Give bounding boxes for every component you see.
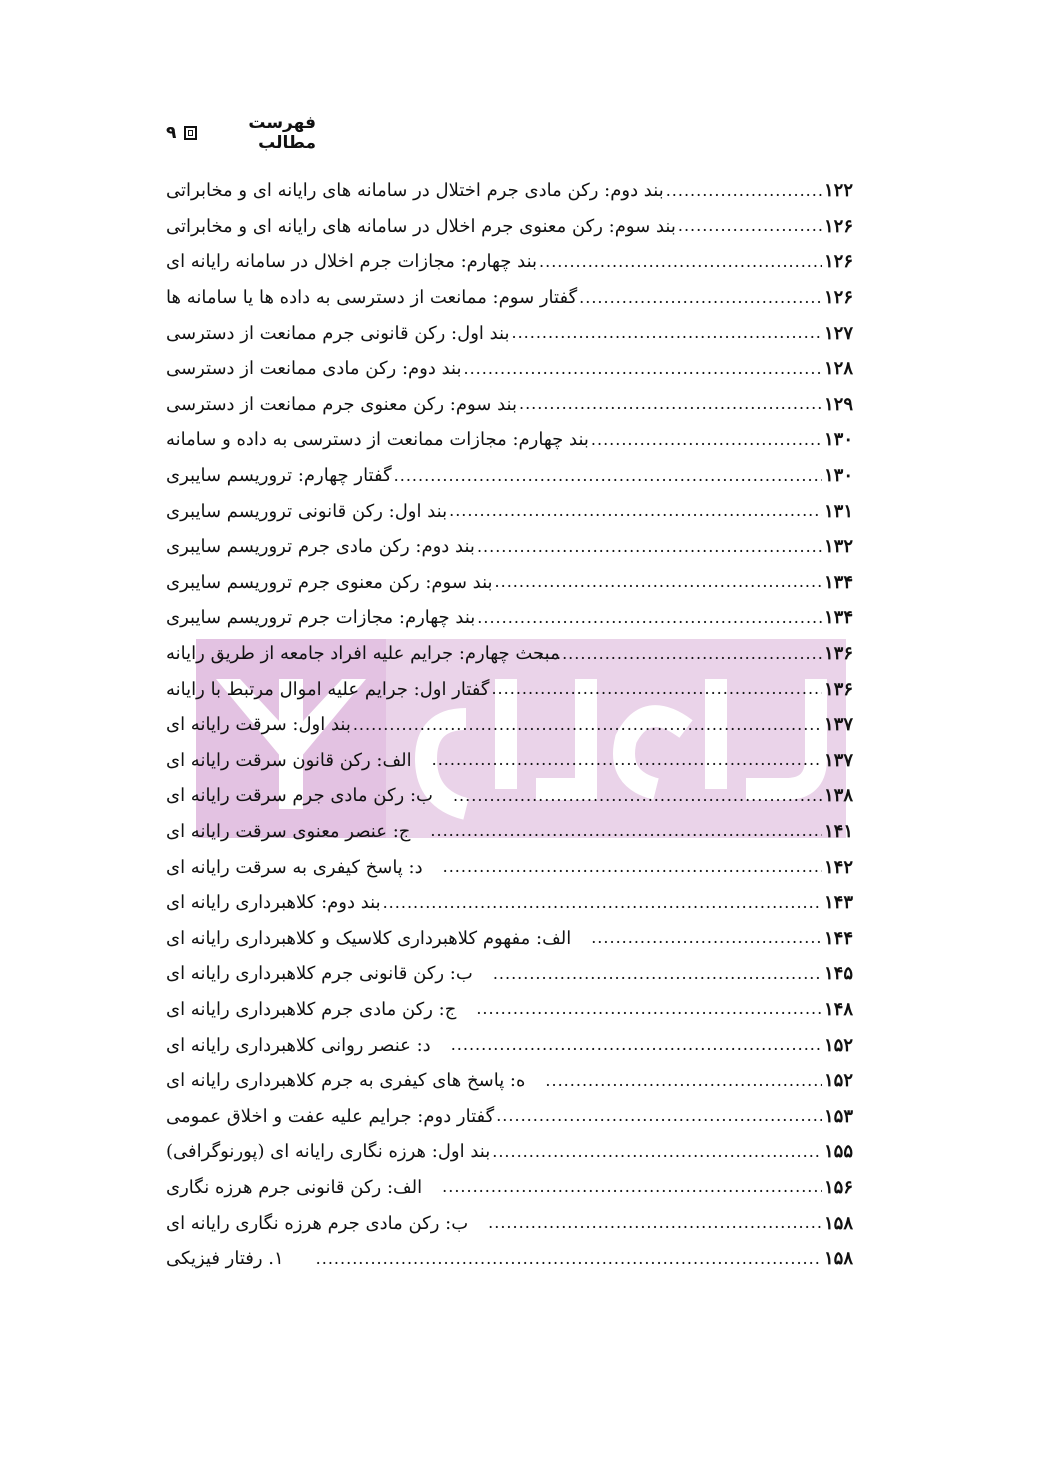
- toc-entry-title: بند دوم: رکن مادی جرم اختلال در سامانه های رایانه ای و مخابراتی: [166, 180, 664, 202]
- page-header: [166, 113, 316, 153]
- toc-entry-title: گفتار دوم: جرایم علیه عفت و اخلاق عمومی: [166, 1105, 495, 1127]
- toc-entry-page-number: ۱۳۷: [824, 714, 854, 736]
- toc-entry: [166, 1134, 856, 1170]
- toc-entry-title: بند اول: سرقت رایانه ای: [166, 714, 351, 736]
- toc-entry: [166, 315, 856, 351]
- toc-entry-title: د: عنصر روانی کلاهبرداری رایانه ای: [166, 1034, 431, 1056]
- toc-entry: [166, 1241, 856, 1277]
- toc-entry: [166, 707, 856, 743]
- toc-entry: [166, 493, 856, 529]
- toc-entry-page-number: ۱۳۲: [824, 536, 854, 558]
- toc-entry-page-number: ۱۴۳: [824, 892, 854, 914]
- toc-entry: [166, 1170, 856, 1206]
- toc-entry: [166, 351, 856, 387]
- toc-entry-title-wrap: [166, 821, 410, 842]
- toc-entry: [166, 600, 856, 636]
- toc-entry-title-wrap: [166, 679, 489, 700]
- toc-entry-title-wrap: [166, 1248, 284, 1269]
- toc-entry-leader-dots: [453, 785, 822, 807]
- toc-entry-title: الف: رکن قانونی جرم هرزه نگاری: [166, 1176, 423, 1198]
- toc-entry-leader-dots: [477, 607, 822, 629]
- toc-entry-title-wrap: [166, 501, 447, 522]
- toc-entry-page-number: ۱۳۰: [824, 465, 854, 487]
- toc-entry-leader-dots: [443, 856, 822, 878]
- header-page-number: ۹: [166, 123, 177, 143]
- toc-entry-leader-dots: [442, 1176, 822, 1198]
- toc-entry-title: بند سوم: رکن معنوی جرم تروریسم سایبری: [166, 571, 493, 593]
- toc-entry-leader-dots: [430, 820, 822, 842]
- toc-entry-leader-dots: [539, 251, 822, 273]
- toc-entry: [166, 743, 856, 779]
- toc-entry-title-wrap: [166, 1213, 468, 1234]
- toc-entry-title-wrap: [166, 251, 537, 272]
- toc-entry-title: بند دوم: کلاهبرداری رایانه ای: [166, 892, 381, 914]
- toc-entry-title-wrap: [166, 963, 473, 984]
- toc-entry-leader-dots: [492, 1141, 822, 1163]
- toc-entry-title: بند چهارم: مجازات جرم اخلال در سامانه رایانه ای: [166, 251, 538, 273]
- toc-entry: [166, 849, 856, 885]
- toc-entry-title: بند دوم: رکن مادی ممانعت از دسترسی: [166, 358, 462, 380]
- toc-entry-title-wrap: [166, 1177, 422, 1198]
- toc-entry-page-number: ۱۳۶: [824, 678, 854, 700]
- toc-entry-leader-dots: [449, 500, 822, 522]
- toc-entry-page-number: ۱۳۴: [824, 571, 854, 593]
- toc-entry-leader-dots: [394, 465, 822, 487]
- toc-entry: [166, 458, 856, 494]
- toc-entry-leader-dots: [491, 678, 822, 700]
- toc-entry-page-number: ۱۵۲: [824, 1070, 854, 1092]
- toc-entry-page-number: ۱۲۶: [824, 251, 854, 273]
- toc-entry-title-wrap: [166, 999, 456, 1020]
- book-frame-icon: [184, 126, 196, 140]
- toc-entry-title-wrap: [166, 1035, 431, 1056]
- toc-entry-leader-dots: [538, 643, 822, 665]
- toc-entry-leader-dots: [353, 714, 822, 736]
- toc-entry-title: گفتار سوم: ممانعت از دسترسی به داده ها یا سامانه ها: [166, 287, 578, 309]
- toc-entry: [166, 244, 856, 280]
- toc-entry: [166, 1027, 856, 1063]
- toc-entry-leader-dots: [488, 1212, 822, 1234]
- toc-entry-leader-dots: [666, 180, 822, 202]
- toc-entry: [166, 885, 856, 921]
- toc-entry: [166, 671, 856, 707]
- toc-entry-leader-dots: [519, 393, 822, 415]
- toc-entry-page-number: ۱۳۰: [824, 429, 854, 451]
- toc-entry-title: گفتار چهارم: تروریسم سایبری: [166, 465, 392, 487]
- toc-entry-leader-dots: [579, 287, 822, 309]
- toc-entry: [166, 920, 856, 956]
- toc-entry-title-wrap: [166, 1070, 525, 1091]
- toc-entry-title-wrap: [166, 1141, 490, 1162]
- toc-entry-title-wrap: [166, 323, 510, 344]
- toc-entry: [166, 422, 856, 458]
- toc-entry-title-wrap: [166, 572, 493, 593]
- toc-entry-title-wrap: [166, 536, 475, 557]
- toc-entry: [166, 1205, 856, 1241]
- toc-entry-page-number: ۱۴۸: [824, 998, 854, 1020]
- toc-entry: [166, 1063, 856, 1099]
- toc-entry: [166, 778, 856, 814]
- toc-entry-page-number: ۱۵۸: [824, 1248, 854, 1270]
- toc-entry-title-wrap: [166, 358, 461, 379]
- toc-entry-title-wrap: [166, 714, 351, 735]
- toc-entry-page-number: ۱۴۵: [824, 963, 854, 985]
- toc-entry-leader-dots: [493, 963, 822, 985]
- toc-entry-leader-dots: [495, 571, 822, 593]
- toc-entry-title-wrap: [166, 928, 571, 949]
- toc-entry-page-number: ۱۲۶: [824, 287, 854, 309]
- toc-entry: [166, 992, 856, 1028]
- toc-entry-title-wrap: [166, 429, 589, 450]
- toc-entry-leader-dots: [591, 429, 822, 451]
- toc-entry-leader-dots: [463, 358, 822, 380]
- toc-entry-page-number: ۱۲۸: [824, 358, 854, 380]
- toc-entry-leader-dots: [512, 322, 823, 344]
- toc-entry-leader-dots: [678, 215, 822, 237]
- toc-entry: [166, 1098, 856, 1134]
- toc-entry-page-number: ۱۵۵: [824, 1141, 854, 1163]
- toc-entry-title: ج: رکن مادی جرم کلاهبرداری رایانه ای: [166, 998, 457, 1020]
- toc-entry-title-wrap: [166, 857, 423, 878]
- toc-entry-page-number: ۱۴۱: [824, 820, 854, 842]
- toc-entry-leader-dots: [477, 536, 822, 558]
- toc-entry-leader-dots: [451, 1034, 822, 1056]
- toc-entry: [166, 529, 856, 565]
- toc-entry-title: بند سوم: رکن معنوی جرم ممانعت از دسترسی: [166, 393, 517, 415]
- toc-entry-page-number: ۱۵۶: [824, 1176, 854, 1198]
- toc-entry-title: بند دوم: رکن مادی جرم تروریسم سایبری: [166, 536, 475, 558]
- toc-entry-page-number: ۱۵۸: [824, 1212, 854, 1234]
- toc-entry: [166, 173, 856, 209]
- toc-entry-title-wrap: [166, 1106, 494, 1127]
- toc-entry-leader-dots: [476, 998, 822, 1020]
- header-title: فهرست مطالب: [248, 113, 316, 153]
- toc-entry-page-number: ۱۲۲: [824, 180, 854, 202]
- toc-entry-leader-dots: [545, 1070, 822, 1092]
- toc-entry-title: مبحث چهارم: جرایم علیه افراد جامعه از طریق رایانه: [166, 643, 560, 665]
- toc-entry-title: بند اول: هرزه نگاری رایانه ای (پورنوگرافی): [166, 1141, 491, 1163]
- toc-entry-page-number: ۱۲۷: [824, 322, 854, 344]
- toc-entry-page-number: ۱۳۱: [824, 500, 854, 522]
- toc-entry-title: الف: رکن قانون سرقت رایانه ای: [166, 749, 412, 771]
- toc-entry: [166, 280, 856, 316]
- toc-entry-page-number: ۱۴۴: [824, 927, 854, 949]
- toc-entry: [166, 814, 856, 850]
- toc-entry: [166, 209, 856, 245]
- toc-entry-title: ج: عنصر معنوی سرقت رایانه ای: [166, 820, 411, 842]
- toc-entry: [166, 387, 856, 423]
- toc-entry-leader-dots: [496, 1105, 822, 1127]
- toc-entry-title: ب: رکن قانونی جرم کلاهبرداری رایانه ای: [166, 963, 473, 985]
- toc-entry-title-wrap: [166, 465, 392, 486]
- toc-entry-page-number: ۱۳۸: [824, 785, 854, 807]
- toc-entry-title: بند سوم: رکن معنوی جرم اخلال در سامانه های رایانه ای و مخابراتی: [166, 215, 676, 237]
- toc-entry-title-wrap: [166, 750, 412, 771]
- toc-entry-title: بند چهارم: مجازات جرم تروریسم سایبری: [166, 607, 476, 629]
- toc-entry-title: د: پاسخ کیفری به سرقت رایانه ای: [166, 856, 423, 878]
- toc-entry-title: ۱. رفتار فیزیکی: [166, 1248, 284, 1270]
- toc-entry-leader-dots: [383, 892, 822, 914]
- toc-entry-title-wrap: [166, 643, 560, 664]
- toc-entry-page-number: ۱۵۳: [824, 1105, 854, 1127]
- toc-entry-page-number: ۱۵۲: [824, 1034, 854, 1056]
- toc-entry-title: بند چهارم: مجازات ممانعت از دسترسی به داده و سامانه: [166, 429, 589, 451]
- toc-entry-leader-dots: [316, 1248, 822, 1270]
- toc-entry-leader-dots: [591, 927, 822, 949]
- toc-entry-title-wrap: [166, 394, 517, 415]
- toc-entry-title: بند اول: رکن قانونی تروریسم سایبری: [166, 500, 448, 522]
- toc-entry-title-wrap: [166, 180, 664, 201]
- toc-entry-title: گفتار اول: جرایم علیه اموال مرتبط با رایانه: [166, 678, 490, 700]
- toc-entry-page-number: ۱۳۶: [824, 643, 854, 665]
- toc-entry-title: بند اول: رکن قانونی جرم ممانعت از دسترسی: [166, 322, 510, 344]
- toc-entry: [166, 956, 856, 992]
- toc-entry: [166, 636, 856, 672]
- toc-entry-title-wrap: [166, 607, 475, 628]
- toc-entry-title: ه: پاسخ های کیفری به جرم کلاهبرداری رایانه ای: [166, 1070, 526, 1092]
- toc-entry-title-wrap: [166, 287, 577, 308]
- toc-entry-page-number: ۱۳۷: [824, 749, 854, 771]
- toc-entry-page-number: ۱۴۲: [824, 856, 854, 878]
- toc-entry-title: ب: رکن مادی جرم سرقت رایانه ای: [166, 785, 433, 807]
- toc-entry-leader-dots: [432, 749, 822, 771]
- toc-entry: [166, 565, 856, 601]
- toc-entry-page-number: ۱۲۹: [824, 393, 854, 415]
- toc-entry-page-number: ۱۲۶: [824, 215, 854, 237]
- toc-entry-title-wrap: [166, 892, 381, 913]
- toc-entry-title-wrap: [166, 785, 433, 806]
- toc-entry-title-wrap: [166, 216, 676, 237]
- toc-entry-title: الف: مفهوم کلاهبرداری کلاسیک و کلاهبرداری رایانه ای: [166, 927, 572, 949]
- toc-entry-page-number: ۱۳۴: [824, 607, 854, 629]
- toc-entry-title: ب: رکن مادی جرم هرزه نگاری رایانه ای: [166, 1212, 469, 1234]
- table-of-contents: [166, 173, 856, 1276]
